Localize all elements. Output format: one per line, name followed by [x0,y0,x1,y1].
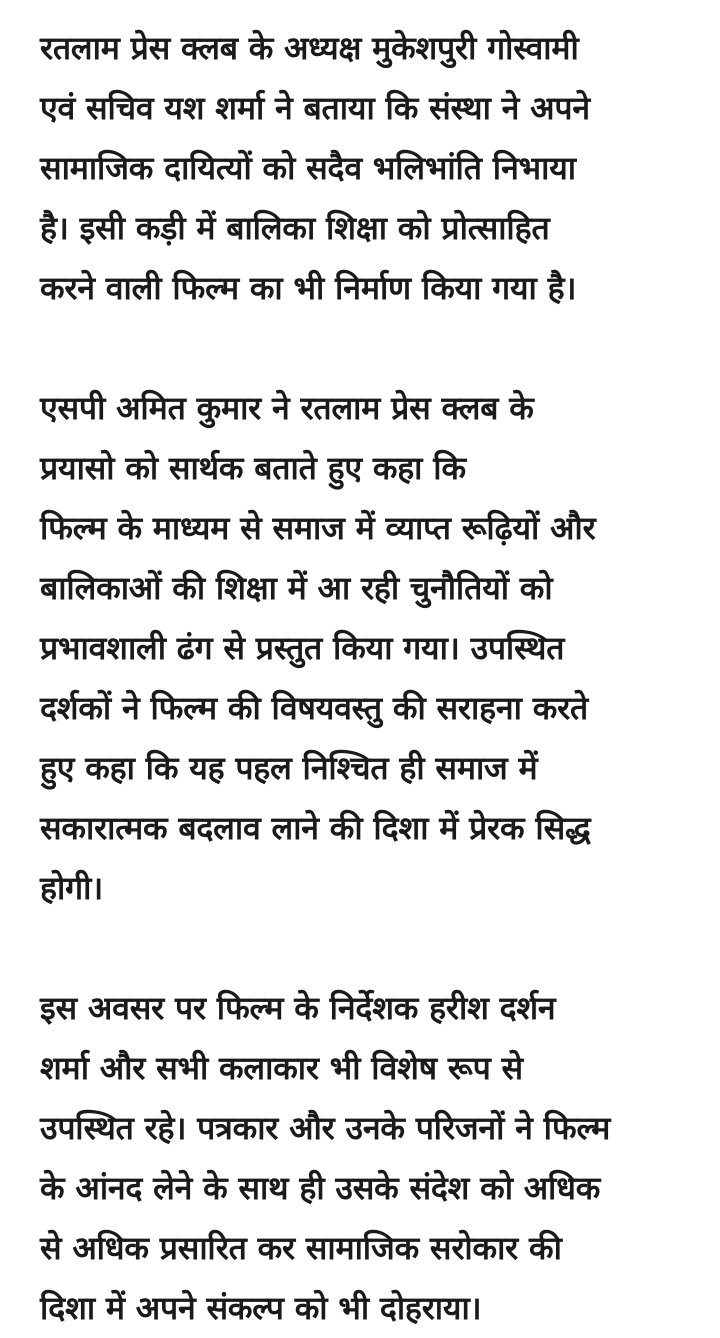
text-line: से अधिक प्रसारित कर सामाजिक सरोकार की [40,1229,562,1267]
text-line: होगी। [40,869,104,907]
text-line: रतलाम प्रेस क्लब के अध्यक्ष मुकेशपुरी गोस्वामी [40,29,579,67]
article-body [40,18,700,1338]
text-line: सामाजिक दायित्यों को सदैव भलिभांति निभाया [40,149,576,187]
text-line: है। इसी कड़ी में बालिका शिक्षा को प्रोत्साहित [40,209,550,247]
text-line: सकारात्मक बदलाव लाने की दिशा में प्रेरक सिद्ध [40,809,591,847]
text-line: करने वाली फिल्म का भी निर्माण किया गया है। [40,269,577,307]
paragraph-2 [40,378,700,918]
text-line: दर्शकों ने फिल्म की विषयवस्तु की सराहना करते [40,689,588,727]
text-line: एवं सचिव यश शर्मा ने बताया कि संस्था ने अपने [40,89,590,127]
paragraph-3 [40,978,700,1338]
text-line: एसपी अमित कुमार ने रतलाम प्रेस क्लब के [40,389,534,427]
text-line: के आंनद लेने के साथ ही उसके संदेश को अधिक [40,1169,601,1207]
text-line: उपस्थित रहे। पत्रकार और उनके परिजनों ने फिल्म [40,1109,611,1147]
text-line: बालिकाओं की शिक्षा में आ रही चुनौतियों को [40,569,553,607]
text-line: हुए कहा कि यह पहल निश्चित ही समाज में [40,749,538,787]
text-line: शर्मा और सभी कलाकार भी विशेष रूप से [40,1049,523,1087]
paragraph-1 [40,18,700,318]
text-line: दिशा में अपने संकल्प को भी दोहराया। [40,1289,482,1327]
text-line: फिल्म के माध्यम से समाज में व्याप्त रूढ़ियों और [40,509,596,547]
text-line: प्रयासो को सार्थक बताते हुए कहा कि [40,449,466,487]
text-line: प्रभावशाली ढंग से प्रस्तुत किया गया। उपस्थित [40,629,565,667]
text-line: इस अवसर पर फिल्म के निर्देशक हरीश दर्शन [40,989,556,1027]
